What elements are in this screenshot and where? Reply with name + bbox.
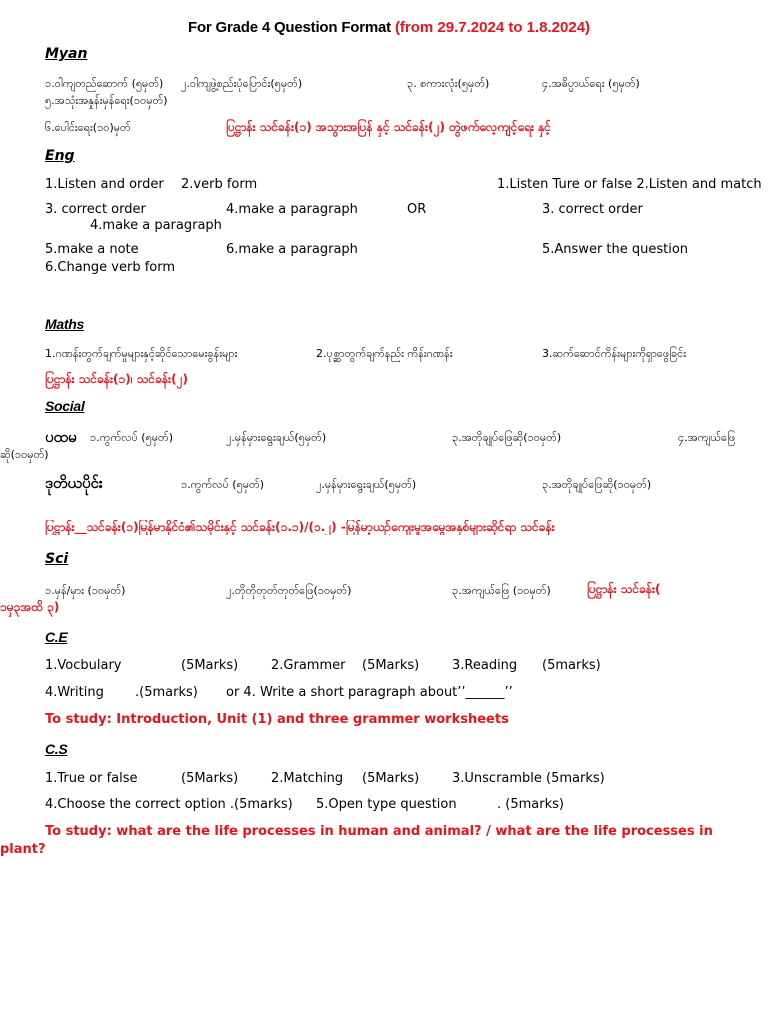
- title-main: For Grade 4 Question Format: [188, 19, 395, 36]
- eng-item-2: 2.verb form: [181, 177, 258, 192]
- eng-alt-item-5: 5.Answer the question: [542, 242, 689, 257]
- section-heading-myan: Myan: [45, 46, 88, 62]
- cs-item-3: 3.Unscramble (5marks): [452, 771, 605, 786]
- title-dates: (from 29.7.2024 to 1.8.2024): [394, 19, 591, 36]
- ce-item-1-marks: (5Marks): [181, 658, 239, 673]
- cs-item-2: 2.Matching: [271, 771, 344, 786]
- eng-item-1: 1.Listen and order: [45, 177, 164, 192]
- eng-alt-item-4: 4.make a paragraph: [90, 218, 222, 233]
- social-part-1-item-2: ၂.မှန်မှားရွေးချယ်(၅မှတ်): [226, 431, 327, 444]
- myan-item-1: ၁.ဝါကျတည်ဆောက် (၅မှတ်): [45, 77, 164, 90]
- ce-item-4-marks: .(5marks): [135, 685, 198, 700]
- cs-item-5: 5.Open type question: [316, 797, 457, 812]
- maths-item-3: 3.ဆက်ဆောင်ကိန်းများကိုရှာဖွေခြင်း: [542, 347, 687, 360]
- maths-study-note: ပြဋ္ဌာန်း သင်ခန်း(၁)၊ သင်ခန်း(၂): [45, 372, 188, 386]
- ce-item-4: 4.Writing: [45, 685, 104, 700]
- eng-item-4: 4.make a paragraph: [226, 202, 358, 217]
- eng-alt-item-3: 3. correct order: [542, 202, 643, 217]
- social-part-1-item-4: ၄.အကျယ်ဖြေ: [678, 431, 736, 444]
- ce-item-2: 2.Grammer: [271, 658, 346, 673]
- ce-item-3-marks: (5marks): [542, 658, 601, 673]
- section-heading-sci: Sci: [45, 551, 69, 567]
- social-part-1-item-4-cont: ဆို(၁၀မှတ်): [0, 448, 49, 461]
- myan-item-4: ၄.အဓိပ္ပာယ်ရေး (၅မှတ်): [542, 77, 640, 90]
- social-study-note: ပြဋ္ဌာန်း__သင်ခန်း(၁)မြန်မာနိုင်ငံ၏သမိုင်းနှင့် သင်ခန်း(၁.၁)/(၁.၂) -မြန်မာ့ယဉ်ကျေးမှုအမွေအနှစ်များဆိုင်ရာ သင်ခန်း: [45, 520, 555, 534]
- section-heading-cs: C.S: [45, 741, 68, 757]
- cs-study-note-cont: plant?: [0, 842, 46, 857]
- section-heading-social: Social: [45, 398, 85, 414]
- eng-item-5: 5.make a note: [45, 242, 139, 257]
- myan-item-2: ၂.ဝါကျဖွဲ့စည်းပုံပြောင်း(၅မှတ်): [181, 77, 303, 90]
- sci-item-3: ၃.အကျယ်ဖြေ (၁၀မှတ်): [452, 584, 551, 597]
- myan-study-note: ပြဋ္ဌာန်း သင်ခန်း(၁) အသွားအပြန် နှင့် သင်ခန်း(၂) တွဲဖက်လေ့ကျင့်ရေး နှင့်: [226, 120, 551, 134]
- myan-item-3: ၃. စကားလုံး(၅မှတ်): [407, 77, 490, 90]
- sci-item-2: ၂.တိုတိုတုတ်တုတ်ဖြေ(၁၀မှတ်): [226, 584, 352, 597]
- cs-item-4: 4.Choose the correct option .(5marks): [45, 797, 293, 812]
- cs-study-note: To study: what are the life processes in human and animal? / what are the life processes in: [45, 824, 713, 839]
- sci-study-note-cont: ၁မှ၃အထိ ၃): [0, 600, 60, 614]
- section-heading-eng: Eng: [45, 148, 75, 164]
- ce-item-1: 1.Vocbulary: [45, 658, 122, 673]
- cs-item-1-marks: (5Marks): [181, 771, 239, 786]
- section-heading-maths: Maths: [45, 316, 84, 332]
- sci-item-1: ၁.မှန်/မှား (၁၀မှတ်): [45, 584, 126, 597]
- maths-item-1: 1.ဂဏန်းတွက်ချက်မှုများနှင့်ဆိုင်သောမေးခွန်းများ: [45, 347, 238, 360]
- social-part-1-item-1: ၁.ကွက်လပ် (၅မှတ်): [90, 431, 174, 444]
- cs-item-1: 1.True or false: [45, 771, 138, 786]
- eng-alt-item-6: 6.Change verb form: [45, 260, 176, 275]
- myan-item-6: ၆.ပေါင်းရေး(၁၀)မှတ်: [45, 121, 131, 134]
- ce-study-note: To study: Introduction, Unit (1) and three grammer worksheets: [45, 712, 509, 727]
- page-title: [188, 19, 590, 36]
- ce-item-3: 3.Reading: [452, 658, 518, 673]
- cs-item-5-marks: . (5marks): [497, 797, 564, 812]
- social-part-1-item-3: ၃.အတိုချုပ်ဖြေဆို(၁၀မှတ်): [452, 431, 562, 444]
- social-part-2-label: ဒုတိယပိုင်း: [45, 474, 103, 492]
- eng-or-label: OR: [407, 202, 427, 217]
- social-part-2-item-2: ၂.မှန်မှားရွေးချယ်(၅မှတ်): [316, 478, 417, 491]
- ce-item-2-marks: (5Marks): [362, 658, 420, 673]
- myan-item-5: ၅.အသုံးအနှုန်းမှန်ရေး(၁၀မှတ်): [45, 94, 168, 107]
- eng-item-3: 3. correct order: [45, 202, 146, 217]
- section-heading-ce: C.E: [45, 629, 68, 645]
- social-part-2-item-3: ၃.အတိုချုပ်ဖြေဆို(၁၀မှတ်): [542, 478, 652, 491]
- eng-alt-items-1: 1.Listen Ture or false 2.Listen and match: [497, 177, 762, 192]
- social-part-2-item-1: ၁.ကွက်လပ် (၅မှတ်): [181, 478, 265, 491]
- ce-item-4-alt: or 4. Write a short paragraph about’’______’’: [226, 685, 513, 700]
- eng-item-6: 6.make a paragraph: [226, 242, 358, 257]
- maths-item-2: 2.ပုစ္ဆာတွက်ချက်နည်း ကိန်းဂဏန်း: [316, 347, 453, 360]
- social-part-1-label: ပထမ: [45, 428, 77, 446]
- cs-item-2-marks: (5Marks): [362, 771, 420, 786]
- sci-study-note: ပြဋ္ဌာန်း သင်ခန်း(: [587, 582, 661, 596]
